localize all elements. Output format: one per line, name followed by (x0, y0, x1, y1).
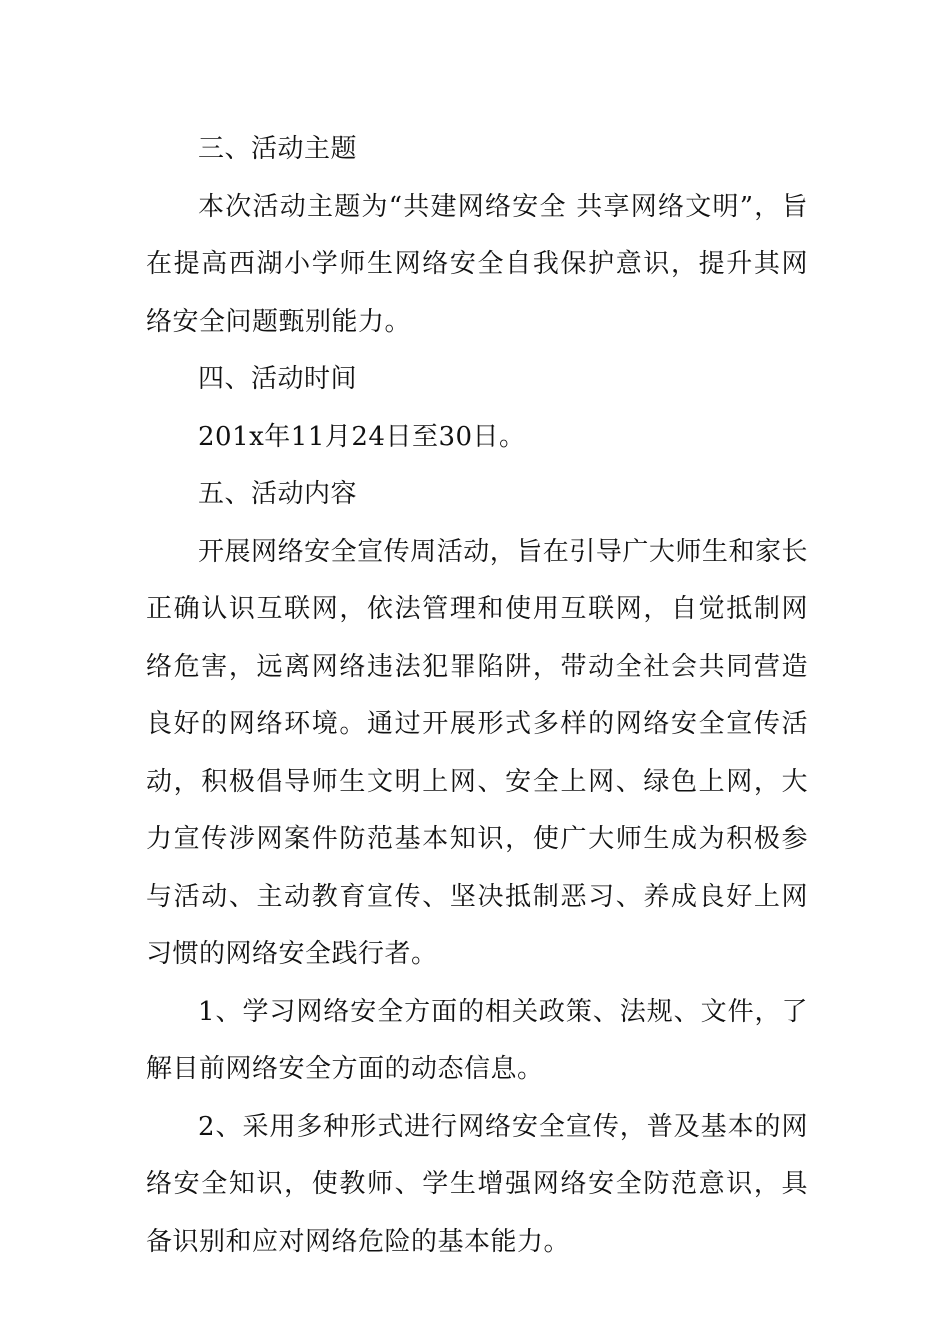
section-heading-activity-time: 四、活动时间 (198, 364, 358, 394)
list-item-2: 2、采用多种形式进行网络安全宣传，普及基本的网络安全知识，使教师、学生增强网络安全防范意识，具备识别和应对网络危险的基本能力。 (146, 1111, 808, 1257)
section-heading-activity-content: 五、活动内容 (198, 479, 358, 509)
paragraph-activity-theme: 本次活动主题为“共建网络安全 共享网络文明”，旨在提高西湖小学师生网络安全自我保护意识，提升其网络安全问题甄别能力。 (146, 191, 808, 337)
paragraph-activity-content: 开展网络安全宣传周活动，旨在引导广大师生和家长正确认识互联网，依法管理和使用互联网，自觉抵制网络危害，远离网络违法犯罪陷阱，带动全社会共同营造良好的网络环境。通过开展形式多样的网络安全宣传活动，积极倡导师生文明上网、安全上网、绿色上网，大力宣传涉网案件防范基本知识，使广大师生成为积极参与活动、主动教育宣传、坚决抵制恶习、养成良好上网习惯的网络安全践行者。 (146, 536, 808, 969)
section-heading-activity-theme: 三、活动主题 (198, 134, 358, 164)
list-item-1: 1、学习网络安全方面的相关政策、法规、文件，了解目前网络安全方面的动态信息。 (146, 996, 808, 1084)
document-body (146, 121, 808, 1271)
paragraph-activity-time: 201x年11月24日至30日。 (198, 421, 526, 452)
